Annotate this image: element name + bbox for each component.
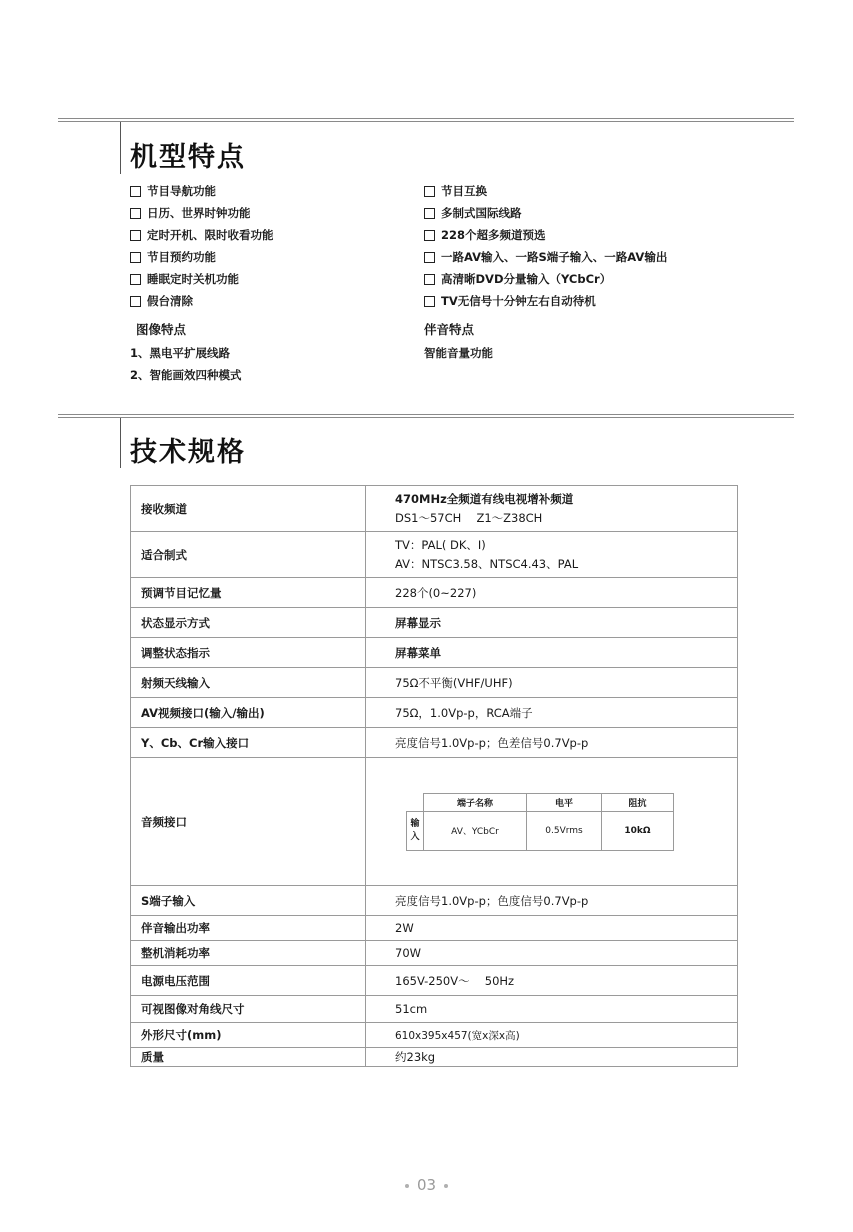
sound-features-heading: 伴音特点 [424,322,475,337]
checkbox-icon [130,186,141,197]
spec-value: 屏幕显示 [366,608,738,638]
feature-item: 睡眠定时关机功能 [130,268,274,290]
title-marker [120,418,121,468]
feature-item: 多制式国际线路 [424,202,667,224]
spec-label: 电源电压范围 [131,966,366,996]
feature-item: 一路AV输入、一路S端子输入、一路AV输出 [424,246,667,268]
spec-label: 质量 [131,1048,366,1067]
image-feature-item: 1、黑电平扩展线路 [130,346,231,360]
spec-value: 165V-250V～ 50Hz [366,966,738,996]
dot-icon [405,1184,409,1188]
checkbox-icon [130,208,141,219]
audio-cell: AV、YCbCr [424,811,527,850]
table-row [407,811,674,850]
section-rule-middle [58,414,794,418]
table-row [131,698,738,728]
table-row [131,578,738,608]
spec-label: 可视图像对角线尺寸 [131,996,366,1023]
feature-item: TV无信号十分钟左右自动待机 [424,290,667,312]
spec-value: 70W [366,941,738,966]
audio-header: 电平 [527,793,602,811]
spec-label: 适合制式 [131,532,366,578]
spec-value [366,758,738,886]
section-rule-top [58,118,794,122]
spec-value: 亮度信号1.0Vp-p；色差信号0.7Vp-p [366,728,738,758]
audio-cell: 0.5Vrms [527,811,602,850]
audio-cell: 10kΩ [602,811,674,850]
checkbox-icon [130,274,141,285]
spec-value: 228个(0~227) [366,578,738,608]
features-title: 机型特点 [130,142,246,173]
checkbox-icon [130,252,141,263]
table-row [131,486,738,532]
spec-label: Y、Cb、Cr输入接口 [131,728,366,758]
spec-label: 音频接口 [131,758,366,886]
specs-title: 技术规格 [130,437,246,468]
dot-icon [444,1184,448,1188]
checkbox-icon [424,208,435,219]
table-row [131,996,738,1023]
spec-label: 接收频道 [131,486,366,532]
spec-label: 伴音输出功率 [131,916,366,941]
checkbox-icon [424,230,435,241]
feature-item: 节目互换 [424,180,667,202]
image-feature-item: 2、智能画效四种模式 [130,368,242,382]
spec-value: 75Ω不平衡(VHF/UHF) [366,668,738,698]
audio-header: 阻抗 [602,793,674,811]
spec-label: 整机消耗功率 [131,941,366,966]
table-row [131,668,738,698]
sound-feature-item: 智能音量功能 [424,346,493,360]
table-row [131,1048,738,1067]
checkbox-icon [130,230,141,241]
feature-item: 节目预约功能 [130,246,274,268]
spec-label: AV视频接口(输入/输出) [131,698,366,728]
page-number: 03 [0,1176,853,1194]
table-row [131,916,738,941]
spec-label: 状态显示方式 [131,608,366,638]
features-left-list [130,180,274,386]
spec-value: 75Ω，1.0Vp-p，RCA端子 [366,698,738,728]
spec-label: 射频天线输入 [131,668,366,698]
spec-value: 2W [366,916,738,941]
spec-table [130,485,738,1067]
audio-interface-table [406,793,674,851]
table-row [131,758,738,886]
feature-item: 假台清除 [130,290,274,312]
audio-row-label: 输入 [407,811,424,850]
table-row [407,793,674,811]
spec-value: 屏幕菜单 [366,638,738,668]
spec-label: 调整状态指示 [131,638,366,668]
feature-item: 高清晰DVD分量输入（YCbCr） [424,268,667,290]
checkbox-icon [424,252,435,263]
feature-item: 日历、世界时钟功能 [130,202,274,224]
audio-header: 端子名称 [424,793,527,811]
table-row [131,941,738,966]
checkbox-icon [130,296,141,307]
table-row [131,966,738,996]
spec-value: 470MHz全频道有线电视增补频道 DS1～57CH Z1～Z38CH [366,486,738,532]
table-row [131,886,738,916]
checkbox-icon [424,186,435,197]
table-row [131,638,738,668]
checkbox-icon [424,274,435,285]
spec-value: 51cm [366,996,738,1023]
features-right-list [424,180,667,364]
spec-value: 610x395x457(宽x深x高) [366,1023,738,1048]
title-marker [120,122,121,174]
spec-label: 预调节目记忆量 [131,578,366,608]
image-features-heading: 图像特点 [136,322,187,337]
spec-value: 亮度信号1.0Vp-p；色度信号0.7Vp-p [366,886,738,916]
checkbox-icon [424,296,435,307]
spec-value: 约23kg [366,1048,738,1067]
feature-item: 定时开机、限时收看功能 [130,224,274,246]
table-row [131,1023,738,1048]
table-row [131,608,738,638]
spec-label: S端子输入 [131,886,366,916]
spec-value: TV：PAL( DK、I) AV：NTSC3.58、NTSC4.43、PAL [366,532,738,578]
feature-item: 228个超多频道预选 [424,224,667,246]
spec-label: 外形尺寸(mm) [131,1023,366,1048]
table-row [131,728,738,758]
table-row [131,532,738,578]
feature-item: 节目导航功能 [130,180,274,202]
